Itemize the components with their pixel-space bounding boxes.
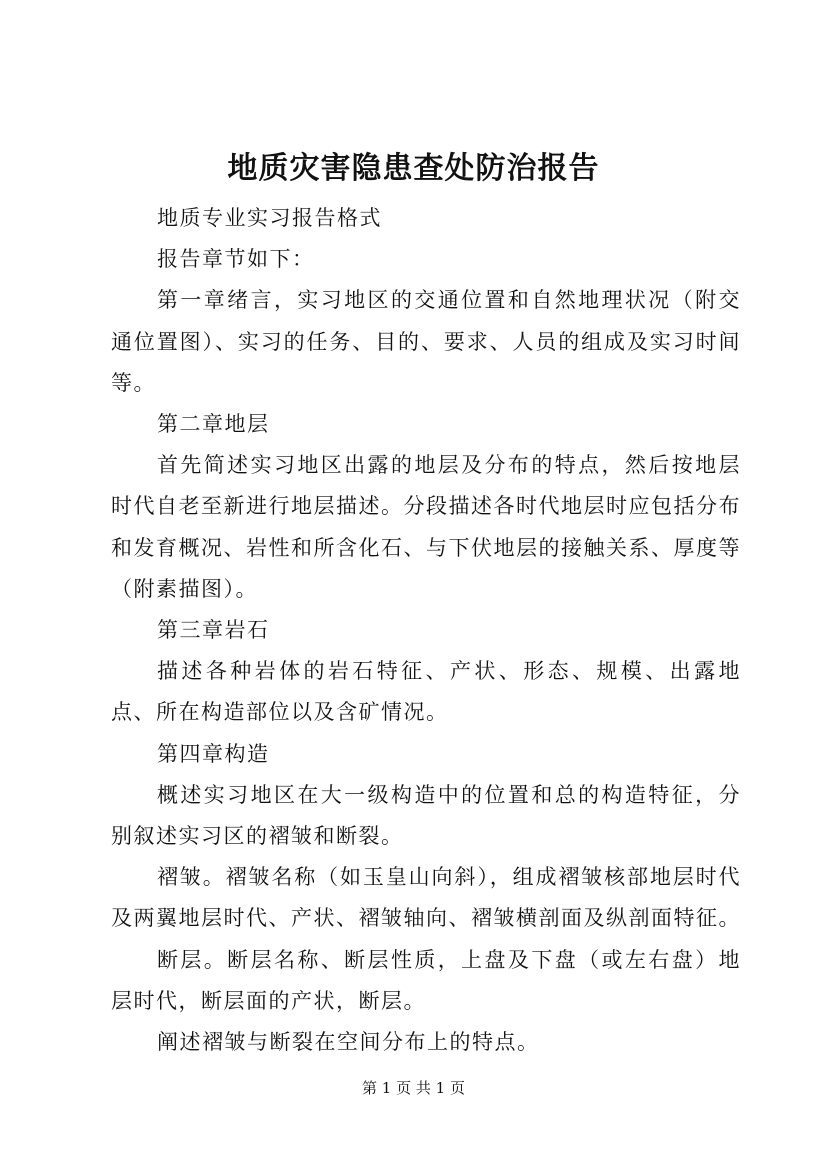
heading-chapter-3: 第三章岩石 <box>157 618 270 643</box>
heading-chapter-2: 第二章地层 <box>157 412 270 437</box>
paragraph-chapter-2: 首先简述实习地区出露的地层及分布的特点，然后按地层时代自老至新进行地层描述。分段描述各时代地层时应包括分布和发育概况、岩性和所含化石、与下伏地层的接触关系、厚度等（附素描图）。 <box>111 453 741 601</box>
paragraph-chapter-3: 描述各种岩体的岩石特征、产状、形态、规模、出露地点、所在构造部位以及含矿情况。 <box>111 659 741 725</box>
page-footer: 第 1 页 共 1 页 <box>362 1079 465 1097</box>
paragraph-chapter-1: 第一章绪言，实习地区的交通位置和自然地理状况（附交通位置图）、实习的任务、目的、要求、人员的组成及实习时间等。 <box>111 288 741 395</box>
paragraph-report-format: 地质专业实习报告格式 <box>157 206 382 230</box>
paragraph-spatial-distribution: 阐述褶皱与断裂在空间分布上的特点。 <box>157 1030 540 1055</box>
paragraph-chapter-4: 概述实习地区在大一级构造中的位置和总的构造特征，分别叙述实习区的褶皱和断裂。 <box>111 782 741 849</box>
paragraph-chapters-intro: 报告章节如下： <box>157 247 315 272</box>
document-title: 地质灾害隐患查处防治报告 <box>227 151 600 186</box>
heading-chapter-4: 第四章构造 <box>157 741 270 766</box>
paragraph-faults: 断层。断层名称、断层性质，上盘及下盘（或左右盘）地层时代，断层面的产状，断层。 <box>111 947 741 1013</box>
paragraph-folds: 褶皱。褶皱名称（如玉皇山向斜），组成褶皱核部地层时代及两翼地层时代、产状、褶皱轴向、褶皱横剖面及纵剖面特征。 <box>111 865 741 931</box>
document-body <box>111 198 741 1063</box>
